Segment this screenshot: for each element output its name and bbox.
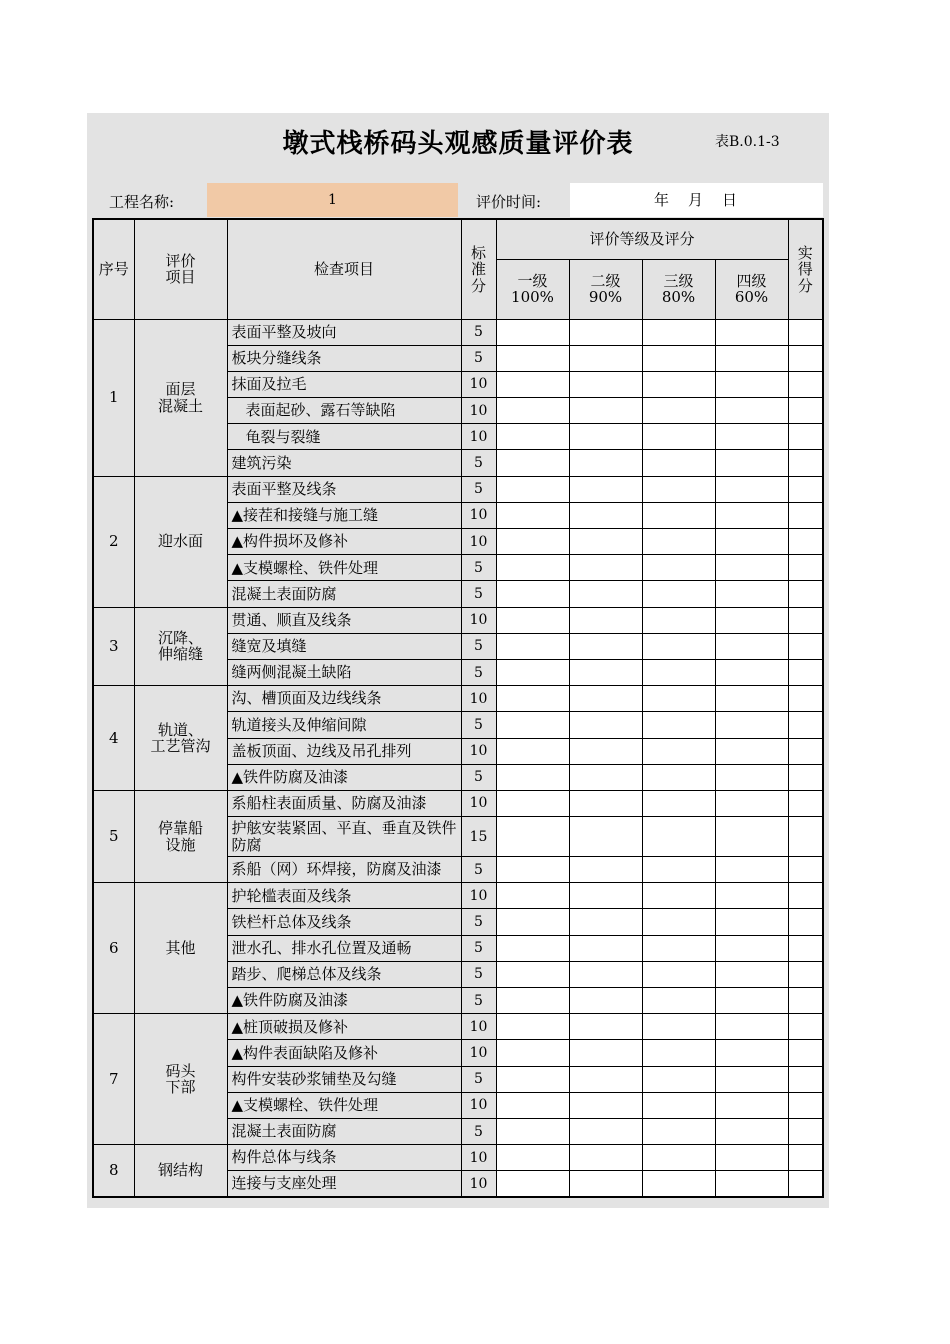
actual-score-cell[interactable] (788, 712, 823, 738)
standard-score: 5 (461, 345, 496, 371)
check-item: ▲支模螺栓、铁件处理 (227, 555, 461, 581)
actual-score-cell[interactable] (788, 790, 823, 816)
grade-2-cell[interactable] (569, 988, 642, 1014)
grade-4-cell[interactable] (715, 398, 788, 424)
grade-3-cell[interactable] (642, 424, 715, 450)
form-code: 表B.0.1-3 (715, 134, 780, 150)
grade-4-cell[interactable] (715, 686, 788, 712)
standard-score: 10 (461, 1014, 496, 1040)
grade-3-cell[interactable] (642, 659, 715, 685)
grade-4-cell[interactable] (715, 988, 788, 1014)
standard-score: 10 (461, 883, 496, 909)
grade-3-cell[interactable] (642, 319, 715, 345)
project-name-field[interactable]: 1 (207, 183, 458, 217)
check-item: 缝宽及填缝 (227, 633, 461, 659)
group-category: 码头 下部 (134, 1014, 227, 1145)
grade-1-cell[interactable] (496, 450, 569, 476)
grade-2-cell[interactable] (569, 581, 642, 607)
standard-score: 10 (461, 1171, 496, 1197)
actual-score-cell[interactable] (788, 1092, 823, 1118)
actual-score-cell[interactable] (788, 555, 823, 581)
grade-4-cell[interactable] (715, 581, 788, 607)
grade-1-cell[interactable] (496, 581, 569, 607)
actual-score-cell[interactable] (788, 764, 823, 790)
standard-score: 5 (461, 450, 496, 476)
check-item: 龟裂与裂缝 (227, 424, 461, 450)
grade-3-cell[interactable] (642, 817, 715, 857)
header-grading: 评价等级及评分 (496, 219, 788, 259)
grade-2-cell[interactable] (569, 712, 642, 738)
standard-score: 5 (461, 961, 496, 987)
check-item: 贯通、顺直及线条 (227, 607, 461, 633)
actual-score-cell[interactable] (788, 909, 823, 935)
check-item: ▲接茬和接缝与施工缝 (227, 502, 461, 528)
grade-1-cell[interactable] (496, 555, 569, 581)
grade-1-cell[interactable] (496, 1066, 569, 1092)
grade-3-cell[interactable] (642, 476, 715, 502)
grade-4-cell[interactable] (715, 529, 788, 555)
grade-3-cell[interactable] (642, 764, 715, 790)
standard-score: 10 (461, 1145, 496, 1171)
check-item: 泄水孔、排水孔位置及通畅 (227, 935, 461, 961)
standard-score: 10 (461, 1092, 496, 1118)
grade-4-cell[interactable] (715, 961, 788, 987)
grade-3-cell[interactable] (642, 607, 715, 633)
grade-3-cell[interactable] (642, 633, 715, 659)
check-item: 护舷安装紧固、平直、垂直及铁件防腐 (227, 817, 461, 857)
group-category: 沉降、 伸缩缝 (134, 607, 227, 686)
actual-score-cell[interactable] (788, 817, 823, 857)
grade-1-cell[interactable] (496, 738, 569, 764)
group-seq: 2 (93, 476, 134, 607)
grade-2-cell[interactable] (569, 476, 642, 502)
standard-score: 5 (461, 581, 496, 607)
grade-3-cell[interactable] (642, 1171, 715, 1197)
grade-1-cell[interactable] (496, 633, 569, 659)
check-item: ▲支模螺栓、铁件处理 (227, 1092, 461, 1118)
grade-1-cell[interactable] (496, 424, 569, 450)
grade-2-cell[interactable] (569, 529, 642, 555)
standard-score: 5 (461, 476, 496, 502)
check-item: 构件总体与线条 (227, 1145, 461, 1171)
group-category: 面层 混凝土 (134, 319, 227, 476)
check-item: 护轮槛表面及线条 (227, 883, 461, 909)
actual-score-cell[interactable] (788, 1118, 823, 1144)
grade-4-cell[interactable] (715, 371, 788, 397)
grade-3-cell[interactable] (642, 1014, 715, 1040)
standard-score: 5 (461, 909, 496, 935)
group-seq: 4 (93, 686, 134, 791)
group-seq: 1 (93, 319, 134, 476)
grade-4-cell[interactable] (715, 1145, 788, 1171)
grade-2-cell[interactable] (569, 817, 642, 857)
check-item: ▲铁件防腐及油漆 (227, 764, 461, 790)
check-item: 连接与支座处理 (227, 1171, 461, 1197)
group-seq: 5 (93, 790, 134, 882)
grade-3-cell[interactable] (642, 857, 715, 883)
table-row (93, 476, 823, 502)
grade-1-cell[interactable] (496, 476, 569, 502)
grade-4-cell[interactable] (715, 633, 788, 659)
grade-4-cell[interactable] (715, 1014, 788, 1040)
actual-score-cell[interactable] (788, 857, 823, 883)
grade-3-cell[interactable] (642, 555, 715, 581)
group-category: 其他 (134, 883, 227, 1014)
standard-score: 15 (461, 817, 496, 857)
standard-score: 10 (461, 371, 496, 397)
check-item: 盖板顶面、边线及吊孔排列 (227, 738, 461, 764)
actual-score-cell[interactable] (788, 398, 823, 424)
actual-score-cell[interactable] (788, 502, 823, 528)
grade-4-cell[interactable] (715, 883, 788, 909)
actual-score-cell[interactable] (788, 450, 823, 476)
check-item: ▲桩顶破损及修补 (227, 1014, 461, 1040)
grade-1-cell[interactable] (496, 764, 569, 790)
grade-2-cell[interactable] (569, 1066, 642, 1092)
grade-4-cell[interactable] (715, 659, 788, 685)
check-item: 表面平整及坡向 (227, 319, 461, 345)
grade-3-cell[interactable] (642, 738, 715, 764)
grade-2-cell[interactable] (569, 450, 642, 476)
table-row (93, 883, 823, 909)
check-item: 混凝土表面防腐 (227, 581, 461, 607)
check-item: 轨道接头及伸缩间隙 (227, 712, 461, 738)
actual-score-cell[interactable] (788, 607, 823, 633)
check-item: 系船（网）环焊接，防腐及油漆 (227, 857, 461, 883)
actual-score-cell[interactable] (788, 529, 823, 555)
check-item: ▲构件损坏及修补 (227, 529, 461, 555)
standard-score: 5 (461, 659, 496, 685)
table-row (93, 319, 823, 345)
grade-1-cell[interactable] (496, 712, 569, 738)
grade-1-cell[interactable] (496, 790, 569, 816)
check-item: 铁栏杆总体及线条 (227, 909, 461, 935)
table-row (93, 790, 823, 816)
project-name-label: 工程名称: (109, 193, 175, 211)
grade-4-cell[interactable] (715, 319, 788, 345)
grade-1-cell[interactable] (496, 345, 569, 371)
grade-1-cell[interactable] (496, 1145, 569, 1171)
table-row (93, 1014, 823, 1040)
group-category: 钢结构 (134, 1145, 227, 1197)
group-seq: 6 (93, 883, 134, 1014)
check-item: 板块分缝线条 (227, 345, 461, 371)
standard-score: 10 (461, 398, 496, 424)
group-seq: 7 (93, 1014, 134, 1145)
check-item: ▲构件表面缺陷及修补 (227, 1040, 461, 1066)
check-item: 表面平整及线条 (227, 476, 461, 502)
grade-2-cell[interactable] (569, 909, 642, 935)
grade-4-cell[interactable] (715, 857, 788, 883)
actual-score-cell[interactable] (788, 345, 823, 371)
grade-4-cell[interactable] (715, 1066, 788, 1092)
grade-2-cell[interactable] (569, 764, 642, 790)
grade-4-cell[interactable] (715, 764, 788, 790)
grade-2-cell[interactable] (569, 935, 642, 961)
grade-3-cell[interactable] (642, 450, 715, 476)
grade-1-cell[interactable] (496, 659, 569, 685)
grade-4-cell[interactable] (715, 1171, 788, 1197)
header-actual-score: 实 得 分 (788, 219, 823, 319)
actual-score-cell[interactable] (788, 988, 823, 1014)
header-grade-2: 二级 90% (569, 259, 642, 319)
evaluation-table (92, 218, 824, 1198)
standard-score: 5 (461, 857, 496, 883)
grade-3-cell[interactable] (642, 988, 715, 1014)
actual-score-cell[interactable] (788, 961, 823, 987)
actual-score-cell[interactable] (788, 659, 823, 685)
grade-4-cell[interactable] (715, 607, 788, 633)
standard-score: 10 (461, 424, 496, 450)
check-item: 沟、槽顶面及边线线条 (227, 686, 461, 712)
grade-2-cell[interactable] (569, 1040, 642, 1066)
grade-3-cell[interactable] (642, 961, 715, 987)
grade-4-cell[interactable] (715, 1092, 788, 1118)
check-item: 踏步、爬梯总体及线条 (227, 961, 461, 987)
grade-2-cell[interactable] (569, 738, 642, 764)
check-item: ▲铁件防腐及油漆 (227, 988, 461, 1014)
grade-4-cell[interactable] (715, 909, 788, 935)
table-row (93, 686, 823, 712)
grade-1-cell[interactable] (496, 909, 569, 935)
grade-1-cell[interactable] (496, 529, 569, 555)
grade-2-cell[interactable] (569, 1145, 642, 1171)
actual-score-cell[interactable] (788, 1014, 823, 1040)
standard-score: 10 (461, 502, 496, 528)
standard-score: 5 (461, 633, 496, 659)
grade-2-cell[interactable] (569, 424, 642, 450)
standard-score: 5 (461, 555, 496, 581)
header-item: 检查项目 (227, 219, 461, 319)
grade-2-cell[interactable] (569, 398, 642, 424)
grade-4-cell[interactable] (715, 345, 788, 371)
grade-2-cell[interactable] (569, 633, 642, 659)
grade-2-cell[interactable] (569, 1014, 642, 1040)
grade-3-cell[interactable] (642, 502, 715, 528)
grade-1-cell[interactable] (496, 1040, 569, 1066)
grade-1-cell[interactable] (496, 398, 569, 424)
grade-3-cell[interactable] (642, 581, 715, 607)
grade-3-cell[interactable] (642, 883, 715, 909)
grade-3-cell[interactable] (642, 398, 715, 424)
standard-score: 5 (461, 1118, 496, 1144)
header-grade-3: 三级 80% (642, 259, 715, 319)
grade-1-cell[interactable] (496, 883, 569, 909)
group-category: 轨道、 工艺管沟 (134, 686, 227, 791)
grade-2-cell[interactable] (569, 659, 642, 685)
group-category: 停靠船 设施 (134, 790, 227, 882)
header-standard-score: 标 准 分 (461, 219, 496, 319)
grade-4-cell[interactable] (715, 712, 788, 738)
group-seq: 8 (93, 1145, 134, 1197)
check-item: 构件安装砂浆铺垫及勾缝 (227, 1066, 461, 1092)
grade-3-cell[interactable] (642, 529, 715, 555)
actual-score-cell[interactable] (788, 935, 823, 961)
grade-3-cell[interactable] (642, 1040, 715, 1066)
grade-4-cell[interactable] (715, 555, 788, 581)
actual-score-cell[interactable] (788, 633, 823, 659)
grade-1-cell[interactable] (496, 319, 569, 345)
actual-score-cell[interactable] (788, 476, 823, 502)
grade-4-cell[interactable] (715, 476, 788, 502)
group-seq: 3 (93, 607, 134, 686)
actual-score-cell[interactable] (788, 581, 823, 607)
table-row (93, 607, 823, 633)
grade-1-cell[interactable] (496, 935, 569, 961)
page-title: 墩式栈桥码头观感质量评价表 (282, 129, 634, 159)
standard-score: 10 (461, 1040, 496, 1066)
check-item: 系船柱表面质量、防腐及油漆 (227, 790, 461, 816)
standard-score: 10 (461, 790, 496, 816)
standard-score: 5 (461, 764, 496, 790)
grade-2-cell[interactable] (569, 961, 642, 987)
grade-2-cell[interactable] (569, 607, 642, 633)
grade-4-cell[interactable] (715, 738, 788, 764)
grade-4-cell[interactable] (715, 790, 788, 816)
grade-2-cell[interactable] (569, 319, 642, 345)
grade-1-cell[interactable] (496, 1092, 569, 1118)
standard-score: 5 (461, 935, 496, 961)
grade-3-cell[interactable] (642, 371, 715, 397)
grade-2-cell[interactable] (569, 345, 642, 371)
check-item: 表面起砂、露石等缺陷 (227, 398, 461, 424)
grade-2-cell[interactable] (569, 371, 642, 397)
grade-1-cell[interactable] (496, 686, 569, 712)
grade-2-cell[interactable] (569, 857, 642, 883)
grade-1-cell[interactable] (496, 607, 569, 633)
grade-4-cell[interactable] (715, 424, 788, 450)
check-item: 混凝土表面防腐 (227, 1118, 461, 1144)
grade-3-cell[interactable] (642, 1118, 715, 1144)
header-category: 评价 项目 (134, 219, 227, 319)
header-grade-1: 一级 100% (496, 259, 569, 319)
grade-3-cell[interactable] (642, 345, 715, 371)
standard-score: 10 (461, 686, 496, 712)
standard-score: 10 (461, 607, 496, 633)
grade-4-cell[interactable] (715, 817, 788, 857)
actual-score-cell[interactable] (788, 424, 823, 450)
grade-2-cell[interactable] (569, 790, 642, 816)
group-category: 迎水面 (134, 476, 227, 607)
grade-3-cell[interactable] (642, 1092, 715, 1118)
grade-3-cell[interactable] (642, 686, 715, 712)
grade-4-cell[interactable] (715, 1040, 788, 1066)
grade-1-cell[interactable] (496, 1014, 569, 1040)
grade-3-cell[interactable] (642, 935, 715, 961)
grade-3-cell[interactable] (642, 909, 715, 935)
grade-3-cell[interactable] (642, 790, 715, 816)
grade-1-cell[interactable] (496, 502, 569, 528)
grade-2-cell[interactable] (569, 686, 642, 712)
grade-3-cell[interactable] (642, 1145, 715, 1171)
grade-2-cell[interactable] (569, 1118, 642, 1144)
actual-score-cell[interactable] (788, 371, 823, 397)
grade-1-cell[interactable] (496, 371, 569, 397)
grade-1-cell[interactable] (496, 1171, 569, 1197)
actual-score-cell[interactable] (788, 686, 823, 712)
header-seq: 序号 (93, 219, 134, 319)
standard-score: 5 (461, 1066, 496, 1092)
grade-4-cell[interactable] (715, 450, 788, 476)
grade-2-cell[interactable] (569, 1171, 642, 1197)
standard-score: 5 (461, 712, 496, 738)
grade-4-cell[interactable] (715, 935, 788, 961)
check-item: 缝两侧混凝土缺陷 (227, 659, 461, 685)
grade-3-cell[interactable] (642, 1066, 715, 1092)
grade-1-cell[interactable] (496, 817, 569, 857)
grade-4-cell[interactable] (715, 502, 788, 528)
grade-4-cell[interactable] (715, 1118, 788, 1144)
actual-score-cell[interactable] (788, 319, 823, 345)
actual-score-cell[interactable] (788, 1066, 823, 1092)
grade-2-cell[interactable] (569, 883, 642, 909)
table-row (93, 1145, 823, 1171)
grade-1-cell[interactable] (496, 857, 569, 883)
actual-score-cell[interactable] (788, 1171, 823, 1197)
standard-score: 5 (461, 319, 496, 345)
grade-3-cell[interactable] (642, 712, 715, 738)
evaluation-time-field[interactable]: 年 月 日 (570, 183, 823, 217)
grade-1-cell[interactable] (496, 961, 569, 987)
evaluation-time-label: 评价时间: (476, 193, 542, 211)
check-item: 建筑污染 (227, 450, 461, 476)
grade-1-cell[interactable] (496, 1118, 569, 1144)
actual-score-cell[interactable] (788, 738, 823, 764)
grade-2-cell[interactable] (569, 502, 642, 528)
grade-1-cell[interactable] (496, 988, 569, 1014)
check-item: 抹面及拉毛 (227, 371, 461, 397)
actual-score-cell[interactable] (788, 1145, 823, 1171)
grade-2-cell[interactable] (569, 1092, 642, 1118)
grade-2-cell[interactable] (569, 555, 642, 581)
standard-score: 5 (461, 988, 496, 1014)
actual-score-cell[interactable] (788, 883, 823, 909)
standard-score: 10 (461, 529, 496, 555)
header-grade-4: 四级 60% (715, 259, 788, 319)
standard-score: 10 (461, 738, 496, 764)
actual-score-cell[interactable] (788, 1040, 823, 1066)
